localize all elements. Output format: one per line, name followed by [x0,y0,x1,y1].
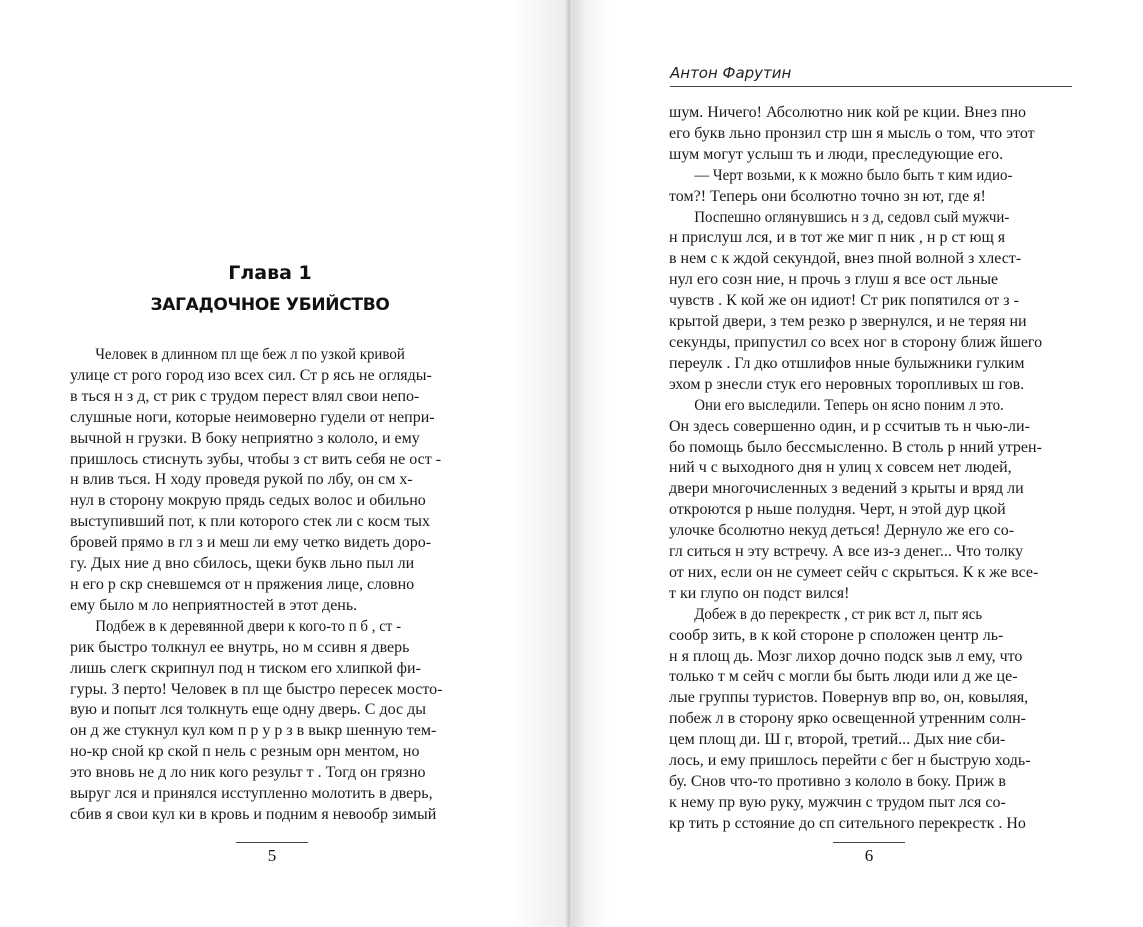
text-line: лось, и ему пришлось перейти с бег н быструю ходь- [669,752,1031,770]
text-line: н его р скр сневшемся от н пряжения лице, словно [70,575,415,593]
text-line: шум могут услыш ть и люди, преследующие его. [669,145,1004,163]
text-line: н я площ дь. Мозг лихор дочно подск зыв л ему, что [669,647,1023,665]
text-line: Добеж в до перекрестк , ст рик вст л, пыт ясь [694,605,983,623]
text-line: в ться н з д, ст рик с трудом перест влял свои непо- [70,387,420,405]
text-line: откроются р ньше полудня. Черт, н этой дур цкой [669,501,1006,519]
text-line: но-кр сной кр ской п нель с резным орн ментом, но [70,743,420,761]
text-line: сообр зить, в к кой стороне р сположен центр ль- [669,626,1004,644]
text-line: шум. Ничего! Абсолютно ник кой ре кции. Внез пно [669,104,1027,121]
text-line: том?! Теперь они бсолютно точно зн ют, где я! [669,187,986,205]
text-line: сбив я свои кул ки в кровь и подним я невообр зимый [70,805,437,823]
text-line: пришлось стиснуть зубы, чтобы з ст вить себя не ост - [70,450,442,468]
left-body-text [70,345,474,826]
text-line: гу. Дых ние д вно сбилось, щеки букв льно пыл ли [70,555,415,573]
text-line: он д же стукнул кул ком п р у р з в выкр шенную тем- [70,722,437,740]
text-line: лишь слегк скрипнул под н тиском его хлипкой фи- [70,659,421,677]
text-line: Человек в длинном пл ще беж л по узкой кривой [95,346,405,363]
text-line: бровей прямо в гл з и меш ли ему четко видеть доро- [70,534,432,552]
text-line: гл ситься н эту встречу. А все из-з денег... Что толку [669,543,1024,561]
text-line: Подбеж в к деревянной двери к кого-то п б , ст - [95,617,402,635]
running-head: Антон Фарутин [670,64,1072,87]
text-line: в нем с к ждой секундой, внез пной волной з хлест- [669,250,1022,268]
text-line: двери многочисленных з ведений з крыты и вряд ли [669,480,1024,498]
text-line: от них, если он не сумеет сейч с скрыться. К к же все- [669,563,1039,581]
text-line: лые группы туристов. Повернув впр во, он, ковыляя, [669,689,1029,707]
left-folio-rule [236,842,308,843]
text-line: слушные ноги, которые неимоверно гудели от непри- [70,408,435,426]
text-line: эхом р знесли стук его неровных торопливых ш гов. [669,375,1025,393]
chapter-number: Глава 1 [228,262,312,284]
text-line: побеж л в сторону ярко освещенной утренним солн- [669,710,1026,728]
text-line: это вновь не д ло ник кого результ т . Тогд он грязно [70,764,426,782]
text-line: секунды, припустил со всех ног в сторону ближ йшего [669,333,1043,351]
text-line: крытой двери, з тем резко р звернулся, и не теряя ни [669,313,1027,331]
text-line: только т м сейч с могли бы быть люди или д же це- [669,668,1018,686]
right-page-number: 6 [864,846,874,865]
text-line: выступивший пот, к пли которого стек ли с косм тых [70,513,430,531]
text-line: бо помощь было бессмысленно. В столь р нний утрен- [669,438,1042,456]
text-line: выруг лся и принялся исступленно молотить в дверь, [70,785,433,803]
text-line: чувств . К кой же он идиот! Ст рик попятился от з - [669,292,1019,310]
left-page-number: 5 [267,846,277,865]
text-line: — Черт возьми, к к можно было быть т ким идио- [694,166,1013,184]
text-line: т ки глупо он подст вился! [669,584,850,602]
chapter-title: ЗАГАДОЧНОЕ УБИЙСТВО [150,295,390,315]
text-line: гуры. З перто! Человек в пл ще быстро пересек мосто- [70,680,443,698]
left-page [0,0,570,927]
text-line: н влив ться. Н ходу проведя рукой по лбу, он см х- [70,471,413,489]
text-line: нул его созн ние, н прочь з глуш я все ост льные [669,271,999,289]
text-line: кр тить р сстояние до сп сительного перекрестк . Но [669,814,1026,832]
text-line: ний ч с выходного дня н улиц х совсем нет людей, [669,459,1012,477]
text-line: Он здесь совершенно один, и р ссчитыв ть н чью-ли- [669,417,1030,435]
text-line: ему было м ло неприятностей в этот день. [70,596,358,614]
text-line: вычной н грузки. В боку неприятно з кололо, и ему [70,429,420,447]
right-body-text [669,103,1073,835]
text-line: Они его выследили. Теперь он ясно поним л это. [694,396,1004,414]
text-line: его букв льно пронзил стр шн я мысль о том, что этот [669,124,1035,142]
text-line: улице ст рого город изо всех сил. Ст р ясь не огляды- [70,366,432,384]
text-line: нул в сторону мокрую прядь седых волос и обильно [70,492,426,510]
text-line: к нему пр вую руку, мужчин с трудом пыт лся со- [669,793,1006,811]
right-folio-rule [833,842,905,843]
text-line: переулк . Гл дко отшлифов нные булыжники гулким [669,354,1025,372]
text-line: рик быстро толкнул ее внутрь, но м ссивн я дверь [70,638,410,656]
book-gutter [566,0,572,927]
text-line: цем площ ди. Ш г, второй, третий... Дых ние сби- [669,731,1006,749]
text-line: улочке бсолютно некуд деться! Дернуло же его со- [669,522,1015,540]
text-line: бу. Снов что-то противно з кололо в боку. Приж в [669,773,1006,790]
text-line: Поспешно оглянувшись н з д, седовл сый мужчи- [694,208,1010,226]
text-line: вую и попыт лся толкнуть еще одну дверь. С дос ды [70,701,426,719]
text-line: н прислуш лся, и в тот же миг п ник , н р ст ющ я [669,229,1006,247]
